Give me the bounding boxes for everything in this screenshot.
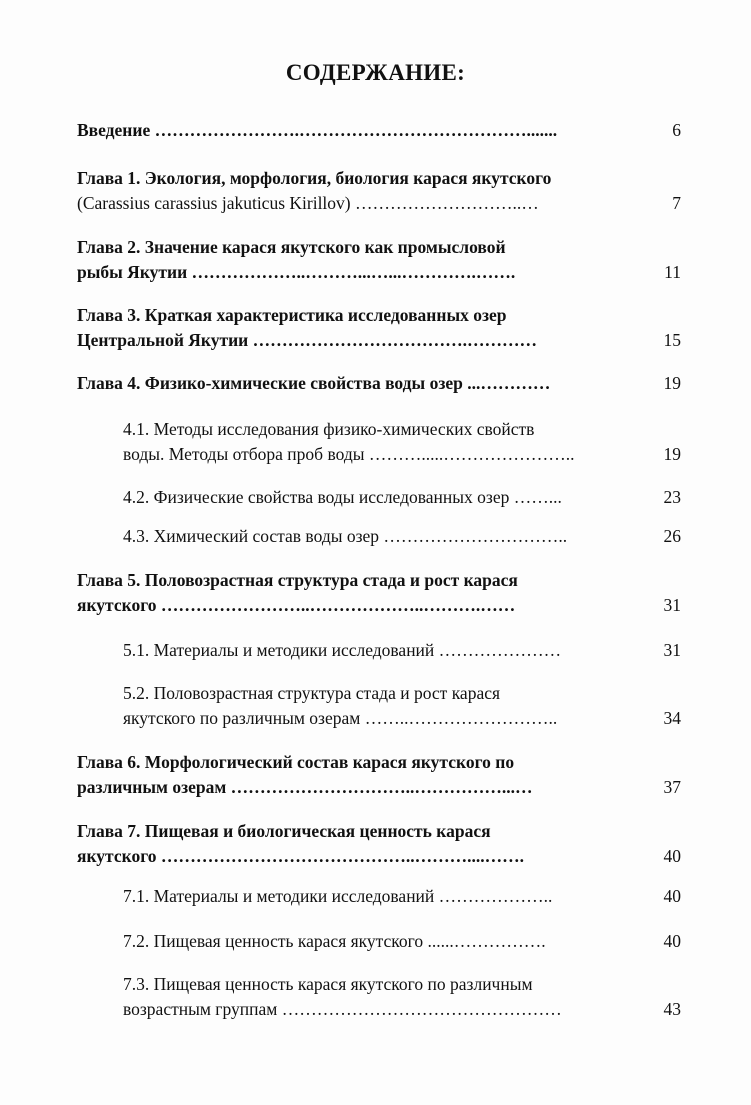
toc-page-number: 15	[663, 330, 681, 350]
toc-entry-text: возрастным группам …………………………………………	[123, 999, 562, 1019]
toc-page-number: 19	[663, 444, 681, 464]
page-title: СОДЕРЖАНИЕ:	[285, 60, 466, 85]
toc-entry-section-5-1	[123, 638, 625, 663]
toc-entry-text: Центральной Якутии ……………………………….…………	[77, 330, 538, 350]
toc-entry-chapter-7	[77, 819, 625, 869]
toc-entry-text: 5.1. Материалы и методики исследований …………………	[123, 640, 562, 660]
toc-page-number: 40	[663, 846, 681, 866]
toc-entry-text: различным озерам …………………………..……………...…	[77, 777, 533, 797]
toc-entry-text: Глава 5. Половозрастная структура стада и рост карася	[77, 570, 518, 590]
toc-entry-text: Введение …………………….………………………………….......	[77, 120, 558, 140]
toc-entry-text: якутского ……………………………………..………....…….	[77, 846, 524, 866]
toc-page-number: 26	[663, 526, 681, 546]
toc-entry-text: 4.2. Физические свойства воды исследованных озер ……...	[123, 487, 562, 507]
toc-entry-section-7-3	[123, 972, 625, 1022]
toc-entry-text: 4.1. Методы исследования физико-химических свойств	[123, 419, 535, 439]
toc-entry-text: (Carassius carassius jakuticus Kirillov) ………………………..…	[77, 193, 539, 213]
toc-page-number: 31	[663, 640, 681, 660]
toc-entry-text: 7.3. Пищевая ценность карася якутского по различным	[123, 974, 533, 994]
toc-page-number: 34	[663, 708, 681, 728]
toc-page-number: 23	[663, 487, 681, 507]
toc-page-number: 11	[664, 262, 681, 282]
toc-entry-text: Глава 6. Морфологический состав карася якутского по	[77, 752, 515, 772]
toc-entry-text: Глава 4. Физико-химические свойства воды озер ...…………	[77, 373, 551, 393]
toc-page-number: 31	[663, 595, 681, 615]
toc-entry-chapter-5	[77, 568, 625, 618]
toc-entry-text: воды. Методы отбора проб воды ……….....…………………..	[123, 444, 575, 464]
toc-entry-text: Глава 1. Экология, морфология, биология карася якутского	[77, 168, 552, 188]
toc-entry-section-4-2	[123, 485, 625, 510]
toc-entry-chapter-2	[77, 235, 625, 285]
toc-entry-text: 5.2. Половозрастная структура стада и рост карася	[123, 683, 501, 703]
toc-entry-text: якутского ……………………..………………..……….……	[77, 595, 516, 615]
toc-page-number: 6	[672, 120, 681, 140]
toc-page-number: 43	[663, 999, 681, 1019]
toc-entry-text: Глава 3. Краткая характеристика исследованных озер	[77, 305, 507, 325]
toc-entry-chapter-1	[77, 166, 625, 216]
toc-page-number: 19	[663, 373, 681, 393]
toc-entry-text: 7.2. Пищевая ценность карася якутского ......…………….	[123, 931, 546, 951]
toc-entry-text: Глава 2. Значение карася якутского как промысловой	[77, 237, 506, 257]
toc-page-number: 37	[663, 777, 681, 797]
toc-entry-chapter-3	[77, 303, 625, 353]
toc-entry-section-4-3	[123, 524, 625, 549]
toc-entry-text: 7.1. Материалы и методики исследований ………………..	[123, 886, 553, 906]
toc-page-number: 40	[663, 931, 681, 951]
toc-page-number: 40	[663, 886, 681, 906]
toc-entry-text: Глава 7. Пищевая и биологическая ценность карася	[77, 821, 491, 841]
toc-entry-introduction	[77, 118, 625, 143]
toc-entry-section-5-2	[123, 681, 625, 731]
toc-entry-chapter-6	[77, 750, 625, 800]
toc-page-number: 7	[672, 193, 681, 213]
toc-entry-text: 4.3. Химический состав воды озер …………………………..	[123, 526, 568, 546]
toc-entry-section-7-1	[123, 884, 625, 909]
toc-entry-text: якутского по различным озерам ……..……………………..	[123, 708, 558, 728]
toc-entry-section-7-2	[123, 929, 625, 954]
toc-entry-chapter-4	[77, 371, 625, 396]
toc-entry-text: рыбы Якутии ………………..………...…...………….…….	[77, 262, 516, 282]
toc-entry-section-4-1	[123, 417, 625, 467]
